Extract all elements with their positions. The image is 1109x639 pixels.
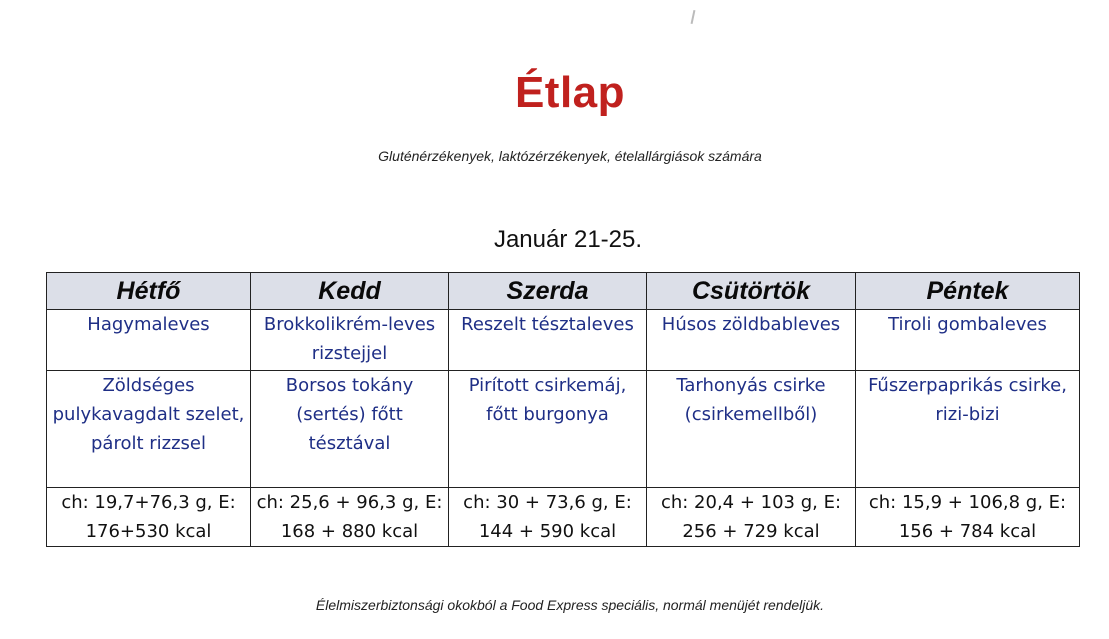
soup-thursday: Húsos zöldbableves <box>647 310 856 371</box>
day-header-monday: Hétfő <box>47 273 251 310</box>
nutrition-tuesday: ch: 25,6 + 96,3 g, E: 168 + 880 kcal <box>251 488 449 547</box>
scan-mark <box>691 10 696 24</box>
day-header-row <box>47 273 1080 310</box>
footer-note: Élelmiszerbiztonsági okokból a Food Express speciális, normál menüjét rendeljük. <box>315 597 825 613</box>
nutrition-row <box>47 488 1080 547</box>
menu-date: Január 21-25. <box>493 226 643 253</box>
main-course-tuesday: Borsos tokány (sertés) főtt tésztával <box>251 371 449 488</box>
soup-row <box>47 310 1080 371</box>
day-header-tuesday: Kedd <box>251 273 449 310</box>
soup-tuesday: Brokkolikrém-leves rizstejjel <box>251 310 449 371</box>
main-course-wednesday: Pirított csirkemáj, főtt burgonya <box>449 371 647 488</box>
main-course-monday: Zöldséges pulykavagdalt szelet, párolt rizzsel <box>47 371 251 488</box>
page-subtitle: Gluténérzékenyek, laktózérzékenyek, ételallárgiások számára <box>378 148 762 164</box>
day-header-wednesday: Szerda <box>449 273 647 310</box>
main-course-friday: Fűszerpaprikás csirke, rizi-bizi <box>856 371 1080 488</box>
day-header-friday: Péntek <box>856 273 1080 310</box>
nutrition-wednesday: ch: 30 + 73,6 g, E: 144 + 590 kcal <box>449 488 647 547</box>
soup-wednesday: Reszelt tésztaleves <box>449 310 647 371</box>
soup-monday: Hagymaleves <box>47 310 251 371</box>
nutrition-friday: ch: 15,9 + 106,8 g, E: 156 + 784 kcal <box>856 488 1080 547</box>
day-header-thursday: Csütörtök <box>647 273 856 310</box>
main-course-thursday: Tarhonyás csirke (csirkemellből) <box>647 371 856 488</box>
nutrition-monday: ch: 19,7+76,3 g, E: 176+530 kcal <box>47 488 251 547</box>
nutrition-thursday: ch: 20,4 + 103 g, E: 256 + 729 kcal <box>647 488 856 547</box>
main-course-row <box>47 371 1080 488</box>
soup-friday: Tiroli gombaleves <box>856 310 1080 371</box>
menu-table <box>46 272 1080 547</box>
page-title: Étlap <box>514 68 626 117</box>
